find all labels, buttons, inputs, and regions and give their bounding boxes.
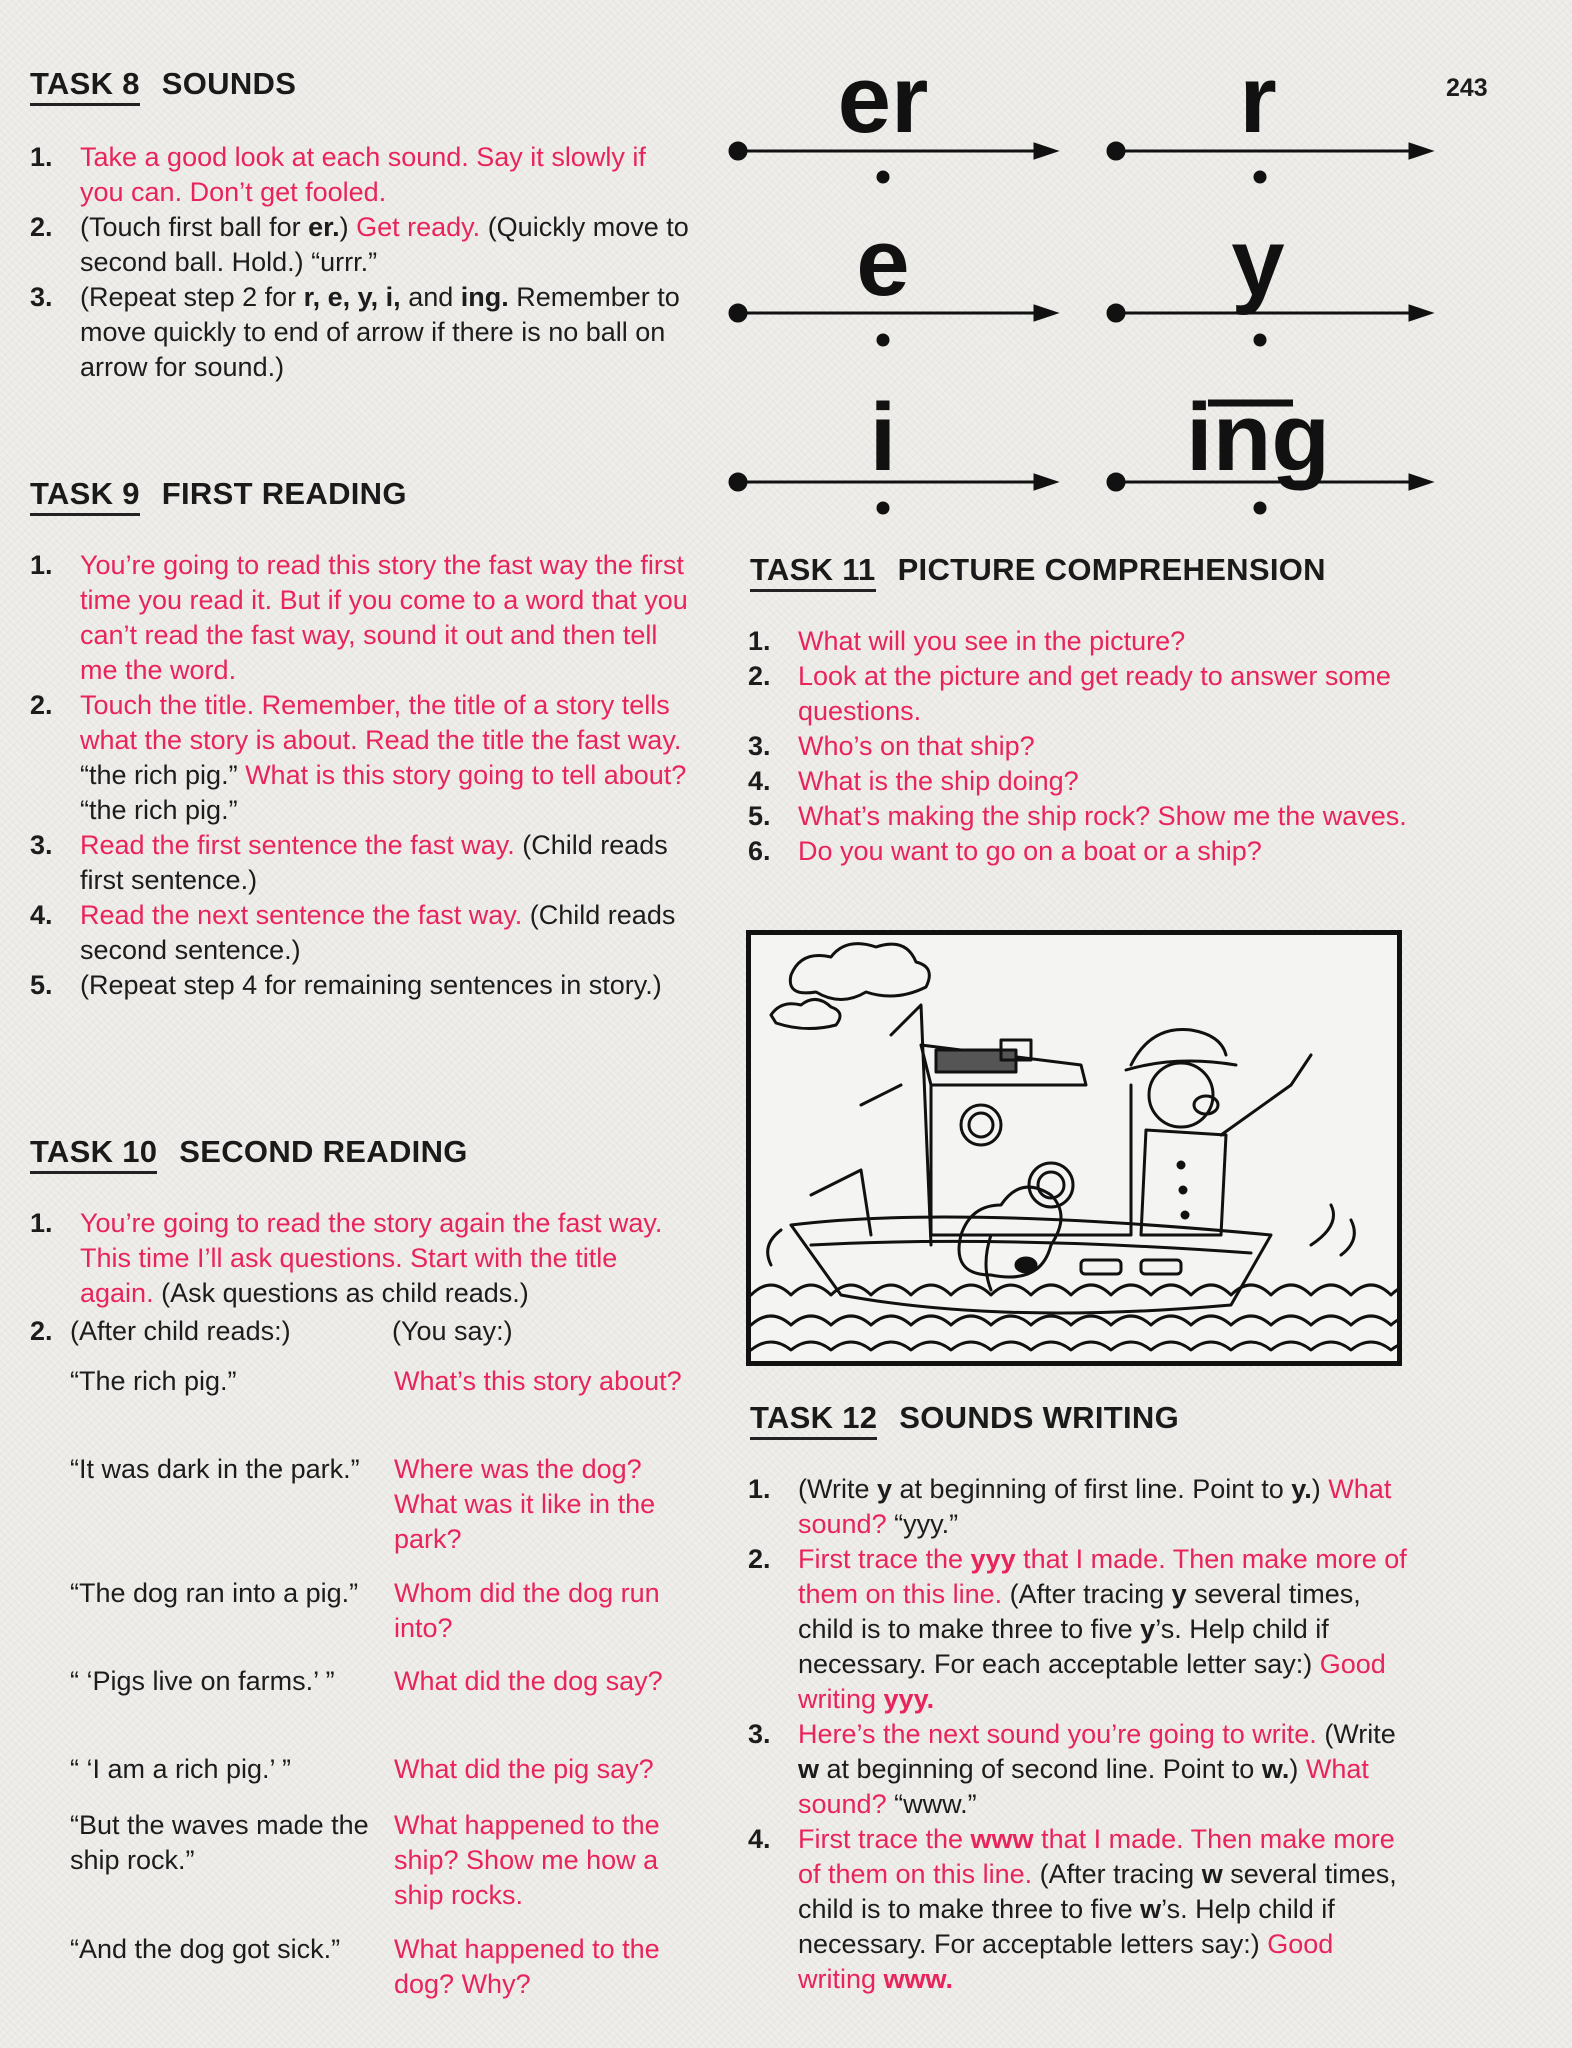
task11-heading: [750, 552, 1326, 588]
sound-ball: [877, 502, 889, 514]
child-reads-line: “The rich pig.”: [70, 1366, 237, 1396]
text-run: at beginning of first line. Point to: [892, 1474, 1292, 1504]
ship-illustration: [746, 930, 1402, 1366]
text-run: r, e, y, i,: [303, 282, 401, 312]
you-say-question: What happened to the ship? Show me how a ship rocks.: [394, 1810, 660, 1910]
child-reads-line: “It was dark in the park.”: [70, 1454, 360, 1484]
step-number: 1.: [30, 1208, 53, 1238]
text-run: Read the next sentence the fast way.: [80, 900, 523, 930]
text-run: www: [970, 1824, 1034, 1854]
step: [30, 210, 690, 280]
step-text: [80, 142, 646, 207]
text-run: What sound?: [798, 1474, 1392, 1539]
text-run: Good writing: [798, 1649, 1386, 1714]
text-run: yyy: [970, 1544, 1016, 1574]
text-run: Here’s the next sound you’re going to write.: [798, 1719, 1317, 1749]
text-run: and: [400, 282, 461, 312]
text-run: ): [339, 212, 357, 242]
text-run: www.: [883, 1964, 954, 1994]
step-number: 3.: [748, 731, 771, 761]
step-number: 4.: [30, 900, 53, 930]
step-number: 2.: [30, 212, 53, 242]
text-run: (Ask questions as child reads.): [153, 1278, 529, 1308]
text-run: What is the ship doing?: [798, 766, 1079, 796]
task11-step-list: [748, 624, 1408, 869]
text-run: (Write: [798, 1474, 877, 1504]
captain-hat: [1131, 1029, 1226, 1065]
you-say-header: (You say:): [392, 1316, 513, 1346]
step-text: [80, 970, 662, 1000]
you-say-question: What’s this story about?: [394, 1366, 682, 1396]
arrow-head: [1409, 305, 1433, 321]
text-run: You’re going to read this story the fast way the first time you read it. But if you come to a word that you can’t read the fast way, sound it out and then tell me the word.: [80, 550, 688, 685]
arrow-head: [1034, 143, 1058, 159]
task12-title: SOUNDS WRITING: [899, 1400, 1180, 1435]
task10-number: TASK 10: [30, 1134, 157, 1174]
child-reads-line: “And the dog got sick.”: [70, 1934, 341, 1964]
text-run: y: [1140, 1614, 1156, 1644]
you-say-question: Whom did the dog run into?: [394, 1578, 660, 1643]
task11-number: TASK 11: [750, 552, 876, 592]
step-text: [798, 836, 1262, 866]
text-run: w: [1201, 1859, 1223, 1889]
you-say-question: What did the pig say?: [394, 1754, 654, 1784]
step: [748, 729, 1408, 764]
step-text: [798, 766, 1079, 796]
step-text: [80, 690, 686, 825]
step-text: [80, 550, 688, 685]
step-text: [798, 626, 1185, 656]
text-run: (Child reads first sentence.): [80, 830, 668, 895]
text-run: Get ready.: [356, 212, 481, 242]
arrow-head: [1409, 143, 1433, 159]
step: [30, 688, 690, 828]
text-run: yyy.: [883, 1684, 935, 1714]
step: [30, 828, 690, 898]
text-run: What will you see in the picture?: [798, 626, 1186, 656]
text-run: First trace the: [798, 1544, 971, 1574]
step-number: 2.: [748, 1544, 771, 1574]
step: [30, 898, 690, 968]
task12-number: TASK 12: [750, 1400, 877, 1440]
task10-step: [30, 1206, 690, 1311]
text-run: You’re going to read the story again the fast way. This time I’ll ask questions. Start with the title again.: [80, 1208, 663, 1308]
sound-y: y: [1231, 209, 1285, 316]
text-run: Touch the title. Remember, the title of a story tells what the story is about. Read the title the fast way.: [80, 690, 682, 755]
task8-title: SOUNDS: [161, 66, 297, 101]
text-run: What sound?: [798, 1754, 1369, 1819]
text-run: ing.: [460, 282, 509, 312]
task8-step-list: [30, 140, 690, 385]
task9-title: FIRST READING: [161, 476, 407, 511]
text-run: ): [1289, 1754, 1306, 1784]
text-run: Look at the picture and get ready to answer some questions.: [798, 661, 1391, 726]
cabin: [931, 1085, 1131, 1235]
porthole: [961, 1105, 1001, 1145]
cloud: [790, 944, 929, 1000]
sound-ing: ing: [1186, 384, 1330, 491]
task8-steps: [30, 140, 690, 385]
text-run: “www.”: [886, 1789, 977, 1819]
task11-title: PICTURE COMPREHENSION: [897, 552, 1326, 587]
pig-arm: [1221, 1055, 1311, 1135]
text-run: at beginning of second line. Point to: [819, 1754, 1262, 1784]
text-run: Read the first sentence the fast way.: [80, 830, 515, 860]
child-reads-line: “The dog ran into a pig.”: [70, 1578, 359, 1608]
step-text: [798, 1474, 1391, 1539]
step-number: 2.: [30, 1316, 53, 1346]
task12-heading: [750, 1400, 1179, 1436]
step-text: [798, 731, 1035, 761]
sound-er: er: [837, 46, 929, 153]
task9-step-list: [30, 548, 690, 1003]
text-run: (After tracing: [1032, 1859, 1202, 1889]
arrow-head: [1034, 305, 1058, 321]
text-run: ’s. Help child if necessary. For acceptable letters say:): [798, 1894, 1335, 1959]
step-text: [798, 1544, 1407, 1714]
porthole: [1029, 1163, 1073, 1207]
text-run: Do you want to go on a boat or a ship?: [798, 836, 1262, 866]
sound-ball: [877, 334, 889, 346]
step-text: [80, 1208, 662, 1308]
step: [748, 624, 1408, 659]
step-number: 3.: [30, 282, 53, 312]
step-number: 4.: [748, 1824, 771, 1854]
task10-step1: [30, 1206, 690, 1311]
text-run: ): [1311, 1474, 1329, 1504]
arrow-head: [1034, 474, 1058, 490]
step-number: 5.: [748, 801, 771, 831]
text-run: (Repeat step 2 for: [80, 282, 304, 312]
text-run: Good writing: [798, 1929, 1334, 1994]
text-run: that I made. Then make more of them on this line.: [798, 1824, 1395, 1889]
sound-arrows: [718, 46, 1438, 520]
sound-ball: [1254, 334, 1266, 346]
ship-drawing: [751, 935, 1397, 1361]
sound-ball: [1254, 502, 1266, 514]
step: [748, 764, 1408, 799]
text-run: “yyy.”: [886, 1509, 959, 1539]
text-run: (Repeat step 4 for remaining sentences in story.): [80, 970, 662, 1000]
text-run: several times, child is to make three to five: [798, 1859, 1397, 1924]
text-run: several times, child is to make three to five: [798, 1579, 1361, 1644]
step: [30, 968, 690, 1003]
step-text: [80, 830, 668, 895]
step-text: [80, 900, 675, 965]
child-reads-line: “ ‘I am a rich pig.’ ”: [70, 1754, 292, 1784]
step-text: [80, 212, 689, 277]
step-number: 5.: [30, 970, 53, 1000]
task12-steps: [748, 1472, 1408, 1997]
child-reads-header: (After child reads:): [70, 1316, 291, 1346]
task9-number: TASK 9: [30, 476, 140, 516]
text-run: (Quickly move to second ball. Hold.) “urrr.”: [80, 212, 689, 277]
text-run: w: [798, 1754, 820, 1784]
text-run: y.: [1291, 1474, 1312, 1504]
step: [30, 280, 690, 385]
task12-step-list: [748, 1472, 1408, 1997]
step: [30, 548, 690, 688]
page-number: 243: [1446, 74, 1488, 102]
child-reads-line: “ ‘Pigs live on farms.’ ”: [70, 1666, 335, 1696]
waves: [751, 1285, 1397, 1295]
text-run: (Write: [1316, 1719, 1396, 1749]
task8-heading: [30, 66, 296, 102]
step-text: [798, 661, 1391, 726]
text-run: er.: [308, 212, 340, 242]
step-number: 6.: [748, 836, 771, 866]
text-run: “the rich pig.”: [80, 760, 246, 790]
cloud: [771, 999, 840, 1028]
sound-ball: [877, 171, 889, 183]
step-text: [798, 1824, 1397, 1994]
step-text: [798, 1719, 1396, 1819]
dog: [959, 1187, 1061, 1277]
text-run: Who’s on that ship?: [798, 731, 1035, 761]
text-run: that I made. Then make more of them on this line.: [798, 1544, 1407, 1609]
step: [748, 1822, 1408, 1997]
text-run: Remember to move quickly to end of arrow if there is no ball on arrow for sound.): [80, 282, 680, 382]
you-say-question: What happened to the dog? Why?: [394, 1934, 660, 1999]
step-number: 1.: [30, 142, 53, 172]
task9-steps: [30, 548, 690, 1003]
task10-title: SECOND READING: [179, 1134, 468, 1169]
text-run: (After tracing: [1002, 1579, 1172, 1609]
step: [748, 834, 1408, 869]
task9-heading: [30, 476, 407, 512]
step: [748, 1542, 1408, 1717]
sound-e: e: [856, 209, 910, 316]
step-number: 2.: [748, 661, 771, 691]
child-reads-line: “But the waves made the ship rock.”: [70, 1810, 369, 1875]
step-text: [798, 801, 1407, 831]
step: [30, 140, 690, 210]
step-number: 2.: [30, 690, 53, 720]
task11-steps: [748, 624, 1408, 869]
sound-r: r: [1239, 46, 1277, 153]
task8-number: TASK 8: [30, 66, 140, 106]
step-number: 3.: [30, 830, 53, 860]
you-say-question: Where was the dog? What was it like in the park?: [394, 1454, 656, 1554]
step-text: [80, 282, 680, 382]
task10-heading: [30, 1134, 468, 1170]
step: [748, 1472, 1408, 1542]
step: [748, 1717, 1408, 1822]
text-run: What’s making the ship rock? Show me the waves.: [798, 801, 1407, 831]
step-number: 1.: [748, 626, 771, 656]
text-run: What is this story going to tell about?: [245, 760, 687, 790]
text-run: Take a good look at each sound. Say it slowly if you can. Don’t get fooled.: [80, 142, 646, 207]
arrow-head: [1409, 474, 1433, 490]
you-say-question: What did the dog say?: [394, 1666, 663, 1696]
text-run: w: [1140, 1894, 1162, 1924]
text-run: (Child reads second sentence.): [80, 900, 676, 965]
text-run: (Touch first ball for: [80, 212, 309, 242]
step-number: 3.: [748, 1719, 771, 1749]
sound-ball: [1254, 171, 1266, 183]
text-run: y: [1171, 1579, 1187, 1609]
pig-body: [1141, 1130, 1226, 1235]
step-number: 4.: [748, 766, 771, 796]
step: [748, 659, 1408, 729]
step-number: 1.: [748, 1474, 771, 1504]
text-run: First trace the: [798, 1824, 971, 1854]
mast: [891, 1005, 931, 1245]
step-number: 1.: [30, 550, 53, 580]
text-run: y: [877, 1474, 893, 1504]
step: [748, 799, 1408, 834]
text-run: “the rich pig.”: [80, 795, 238, 825]
text-run: ’s. Help child if necessary. For each acceptable letter say:): [798, 1614, 1329, 1679]
sound-i: i: [869, 384, 897, 491]
text-run: w.: [1261, 1754, 1290, 1784]
